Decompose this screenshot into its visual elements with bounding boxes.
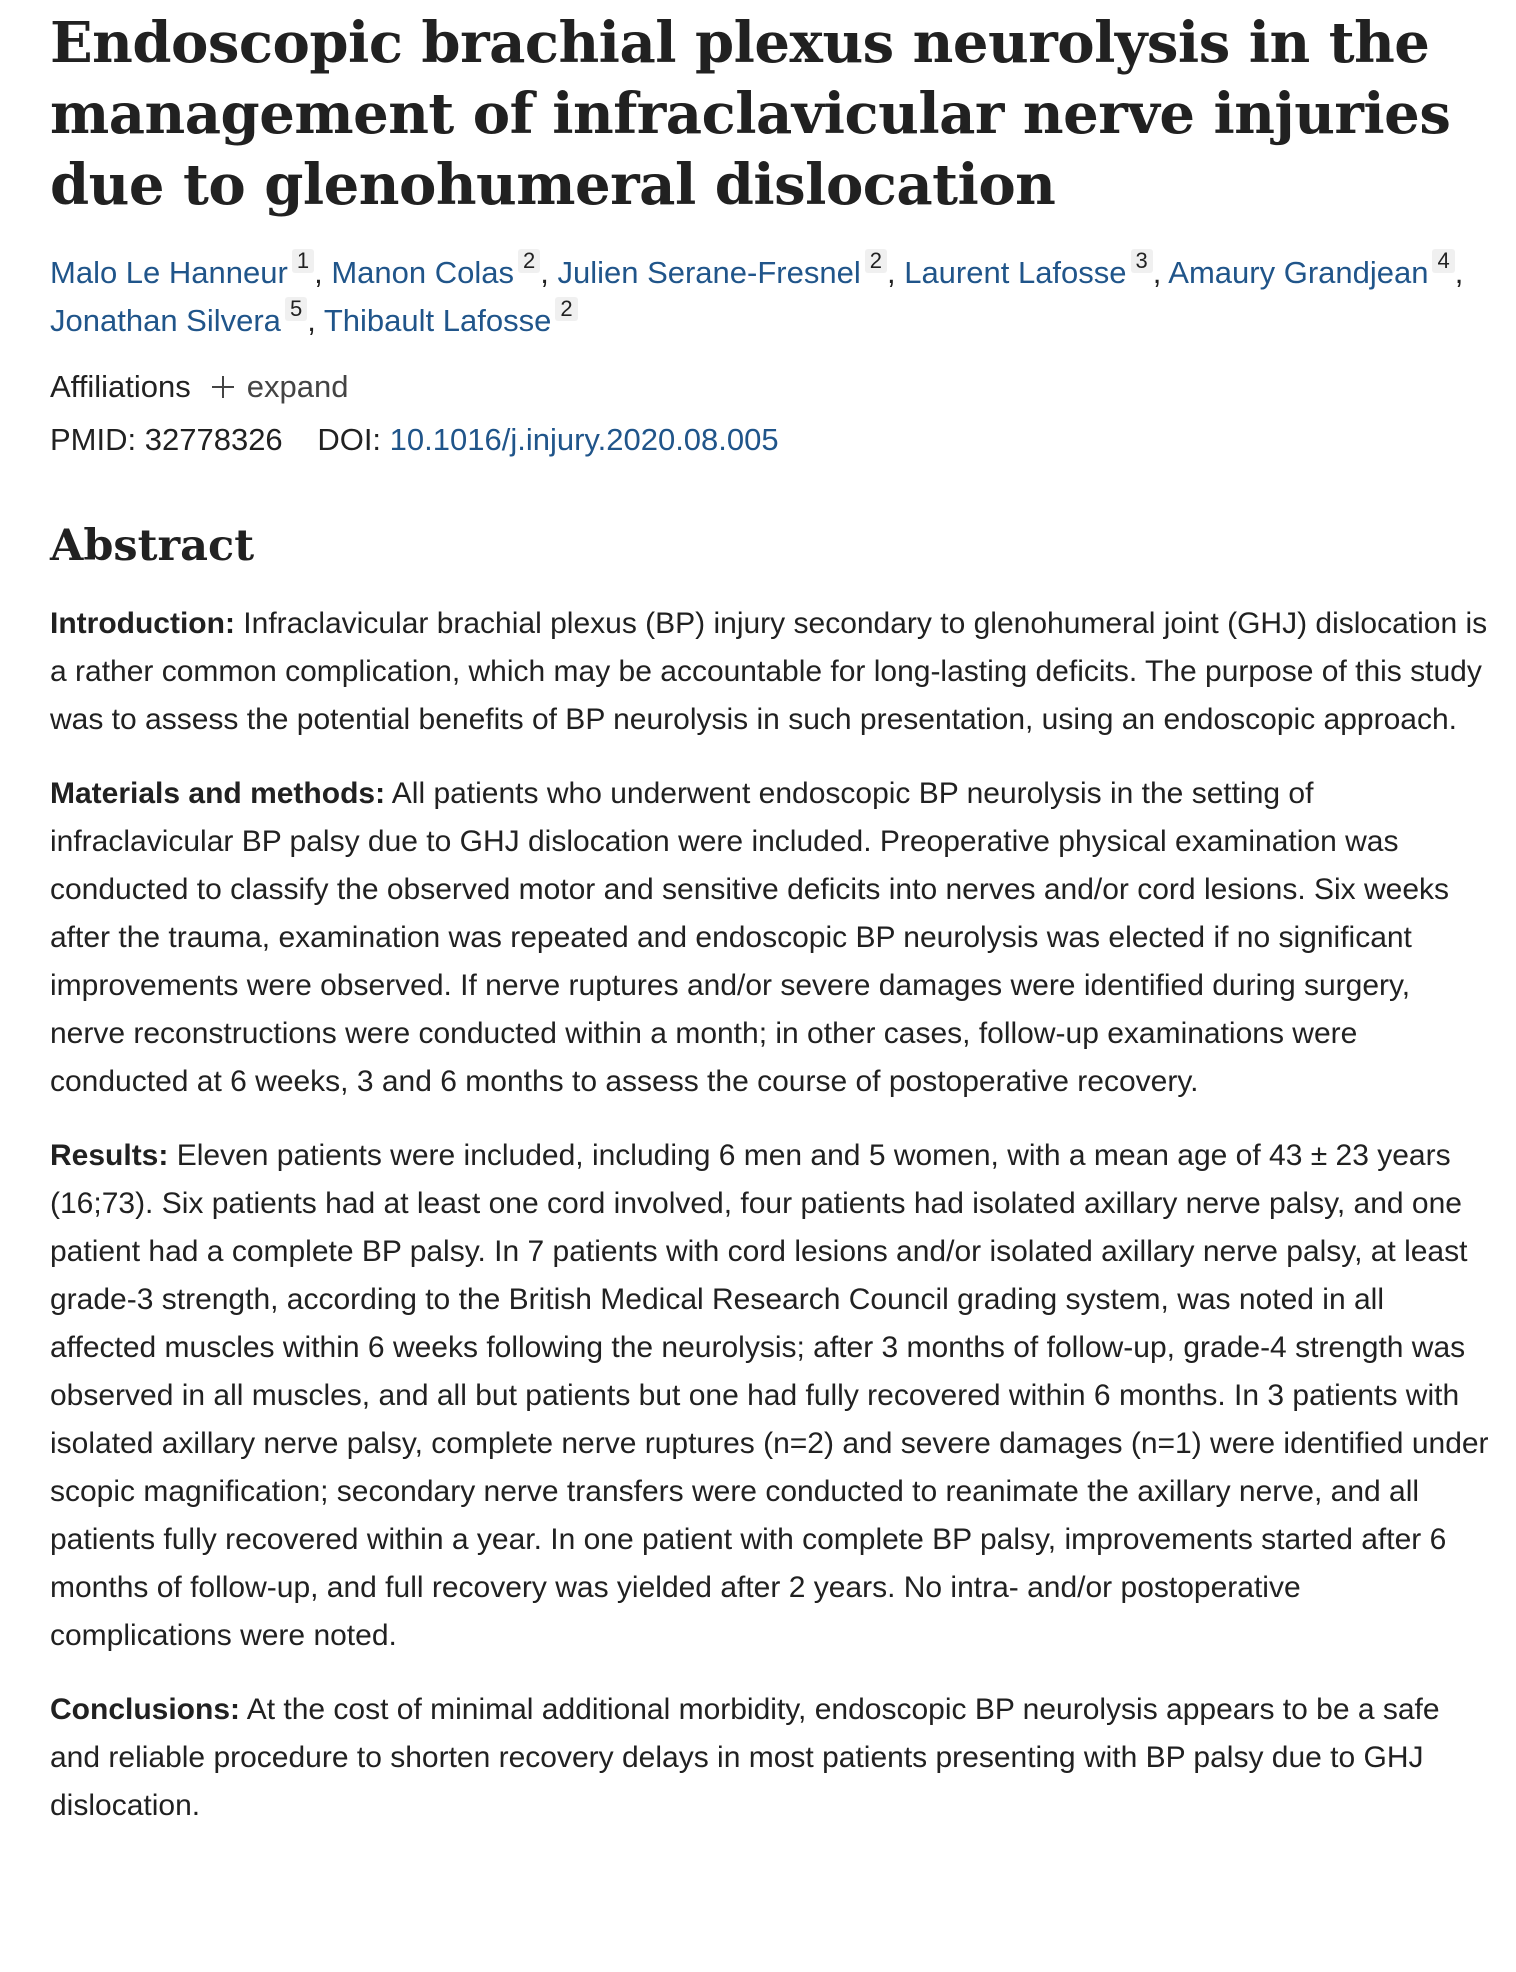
- section-label: Results:: [50, 1139, 169, 1172]
- abstract-heading: Abstract: [50, 521, 255, 571]
- affiliations-expand-button[interactable]: [211, 367, 349, 407]
- plus-icon: [211, 375, 235, 399]
- affiliation-number[interactable]: 3: [1131, 249, 1153, 273]
- section-text: Eleven patients were included, including 6 men and 5 women, with a mean age of 43 ± 23 years (16;73). Six patients had at least one cord involved, four patients had isolated axillary nerve palsy, and one patient had a complete BP palsy. In 7 patients with cord lesions and/or isolated axillary nerve palsy, at least grade-3 strength, according to the British Medical Research Council grading system, was noted in all affected muscles within 6 weeks following the neurolysis; after 3 months of follow-up, grade-4 strength was observed in all muscles, and all but patients but one had fully recovered within 6 months. In 3 patients with isolated axillary nerve palsy, complete nerve ruptures (n=2) and severe damages (n=1) were identified under scopic magnification; secondary nerve transfers were conducted to reanimate the axillary nerve, and all patients fully recovered within a year. In one patient with complete BP palsy, improvements started after 6 months of follow-up, and full recovery was yielded after 2 years. No intra- and/or postoperative complications were noted.: [50, 1139, 1489, 1652]
- author-separator: ,: [1454, 255, 1464, 290]
- author-link[interactable]: Thibault Lafosse: [323, 303, 552, 338]
- abstract-methods: [50, 770, 1490, 1106]
- identifiers-row: [50, 420, 1490, 460]
- section-label: Materials and methods:: [50, 777, 386, 810]
- doi-link[interactable]: 10.1016/j.injury.2020.08.005: [389, 422, 779, 457]
- section-text: All patients who underwent endoscopic BP neurolysis in the setting of infraclavicular BP palsy due to GHJ dislocation were included. Preoperative physical examination was conducted to classify the observed motor and sensitive deficits into nerves and/or cord lesions. Six weeks after the trauma, examination was repeated and endoscopic BP neurolysis was elected if no significant improvements were observed. If nerve ruptures and/or severe damages were identified during surgery, nerve reconstructions were conducted within a month; in other cases, follow-up examinations were conducted at 6 weeks, 3 and 6 months to assess the course of postoperative recovery.: [50, 777, 1450, 1098]
- author-separator: ,: [314, 255, 332, 290]
- author-separator: ,: [307, 303, 324, 338]
- affiliations-label: Affiliations: [50, 369, 191, 404]
- article-content: [50, 8, 1490, 1830]
- section-label: Introduction:: [50, 607, 235, 640]
- author-link[interactable]: Amaury Grandjean: [1168, 255, 1429, 290]
- author-link[interactable]: Julien Serane-Fresnel: [557, 255, 861, 290]
- author-separator: ,: [886, 255, 905, 290]
- section-label: Conclusions:: [50, 1693, 241, 1726]
- affiliation-number[interactable]: 5: [285, 297, 307, 321]
- author-link[interactable]: Malo Le Hanneur: [50, 255, 288, 290]
- affiliations-row: [50, 367, 1490, 407]
- section-text: Infraclavicular brachial plexus (BP) injury secondary to glenohumeral joint (GHJ) dislocation is a rather common complication, which may be accountable for long-lasting deficits. The purpose of this study was to assess the potential benefits of BP neurolysis in such presentation, using an endoscopic approach.: [50, 607, 1488, 736]
- doi-label: DOI:: [317, 422, 382, 457]
- pmid-label: PMID:: [50, 422, 137, 457]
- abstract-conclusions: [50, 1686, 1490, 1830]
- pmid-value: 32778326: [144, 422, 283, 457]
- author-link[interactable]: Laurent Lafosse: [904, 255, 1127, 290]
- author-link[interactable]: Jonathan Silvera: [50, 303, 281, 338]
- author-link[interactable]: Manon Colas: [331, 255, 514, 290]
- author-separator: ,: [1152, 255, 1169, 290]
- affiliation-number[interactable]: 2: [518, 249, 540, 273]
- article-title: Endoscopic brachial plexus neurolysis in the management of infraclavicular nerve injuries due to glenohumeral dislocation: [50, 10, 1451, 218]
- author-separator: ,: [540, 255, 558, 290]
- affiliation-number[interactable]: 2: [555, 297, 577, 321]
- affiliation-number[interactable]: 1: [292, 249, 314, 273]
- authors-list: [50, 249, 1490, 345]
- affiliation-number[interactable]: 4: [1432, 249, 1454, 273]
- affiliation-number[interactable]: 2: [865, 249, 887, 273]
- section-text: At the cost of minimal additional morbidity, endoscopic BP neurolysis appears to be a safe and reliable procedure to shorten recovery delays in most patients presenting with BP palsy due to GHJ dislocation.: [50, 1693, 1440, 1822]
- abstract-results: [50, 1132, 1490, 1660]
- expand-label: expand: [246, 369, 349, 404]
- abstract-introduction: [50, 600, 1490, 744]
